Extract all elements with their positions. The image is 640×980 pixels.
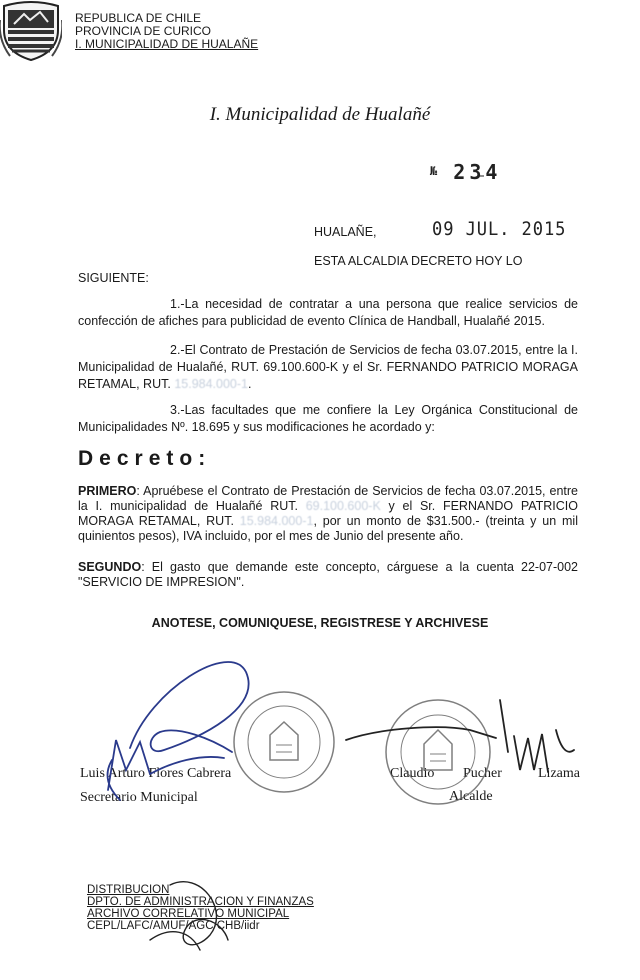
municipality-title: I. Municipalidad de Hualañé	[209, 104, 431, 125]
distribution-line-1: DPTO. DE ADMINISTRACION Y FINANZAS	[87, 896, 314, 908]
redacted-rut-contractor: 15.984.000-1	[239, 514, 314, 528]
number-sign-icon: №	[430, 164, 438, 178]
closing-formula: ANOTESE, COMUNIQUESE, REGISTRESE Y ARCHIVESE	[151, 616, 489, 630]
mayor-middle-name: Pucher	[463, 766, 502, 781]
decree-number	[430, 160, 501, 184]
distribution-line-2: ARCHIVO CORRELATIVO MUNICIPAL	[87, 908, 290, 920]
distribution-line-3: CEPL/LAFC/AMUF/AGC/CHB/iidr	[87, 920, 260, 932]
primero-text-2: y el Sr. FERNANDO PATRICIO MORAGA RETAMAL, RUT.	[78, 499, 578, 528]
redacted-rut: 15.984.000-1	[174, 377, 249, 391]
place-label: HUALAÑE,	[314, 225, 377, 239]
secretary-name: Luis Arturo Flores Cabrera	[80, 766, 232, 781]
coat-of-arms-icon	[0, 0, 62, 62]
primero-label: PRIMERO	[78, 484, 137, 498]
mayor-title: Alcalde	[449, 789, 493, 804]
considerando-3	[78, 402, 578, 436]
decreto-heading: Decreto:	[78, 447, 212, 470]
redacted-rut-municipality: 69.100.600-K	[305, 499, 381, 513]
primero-text-1: : Apruébese el Contrato de Prestación de Servicios de fecha 03.07.2015, entre la I. municipalidad de Hualañé RUT.	[78, 484, 578, 513]
document-header	[75, 12, 258, 51]
secretary-title: Secretario Municipal	[80, 790, 198, 805]
header-country: REPUBLICA DE CHILE	[75, 11, 202, 25]
date-stamp: 09 JUL. 2015	[432, 218, 567, 240]
header-municipality: I. MUNICIPALIDAD DE HUALAÑE	[75, 37, 259, 51]
mayor-signature	[346, 700, 574, 772]
mayor-last-name: Lizama	[538, 766, 580, 781]
secretary-seal-icon	[234, 692, 334, 792]
considerando-1	[78, 296, 578, 330]
primero-text-3: , por un monto de $31.500.- (treinta y un mil quinientos pesos), IVA incluido, por el mes de Junio del presente año.	[78, 514, 578, 543]
header-province: PROVINCIA DE CURICO	[75, 24, 212, 38]
intro-line: ESTA ALCALDIA DECRETO HOY LO	[314, 254, 523, 268]
considerando-2-text: 2.-El Contrato de Prestación de Servicios de fecha 03.07.2015, entre la I. Municipalidad de Hualañé, RUT. 69.100.600-K y el Sr. FERNANDO PATRICIO MORAGA RETAMAL, RUT.	[78, 343, 578, 391]
segundo-text: : El gasto que demande este concepto, cárguese a la cuenta 22-07-002 "SERVICIO DE IMPRESION".	[78, 560, 578, 589]
considerando-3-text: 3.-Las facultades que me confiere la Ley Orgánica Constitucional de Municipalidades Nº. 18.695 y sus modificaciones he acordado y:	[78, 403, 578, 434]
distribution-block	[87, 884, 314, 932]
mayor-first-name: Claudio	[390, 766, 435, 781]
siguiente-label: SIGUIENTE:	[78, 271, 149, 285]
article-segundo	[78, 560, 578, 590]
considerando-2: 2.-El Contrato de Prestación de Servicios de fecha 03.07.2015, entre la I. Municipalidad de Hualañé, RUT. 69.100.600-K y el Sr. FERNANDO PATRICIO MORAGA RETAMAL, RUT. 15.984.000-1.	[78, 343, 578, 391]
considerando-1-text: 1.-La necesidad de contratar a una persona que realice servicios de confección de afiches para publicidad de evento Clínica de Handball, Hualañé 2015.	[78, 297, 578, 328]
distribution-heading: DISTRIBUCION	[87, 884, 170, 896]
decree-number-value: 234	[453, 160, 502, 184]
segundo-label: SEGUNDO	[78, 560, 142, 574]
article-primero	[78, 484, 578, 544]
